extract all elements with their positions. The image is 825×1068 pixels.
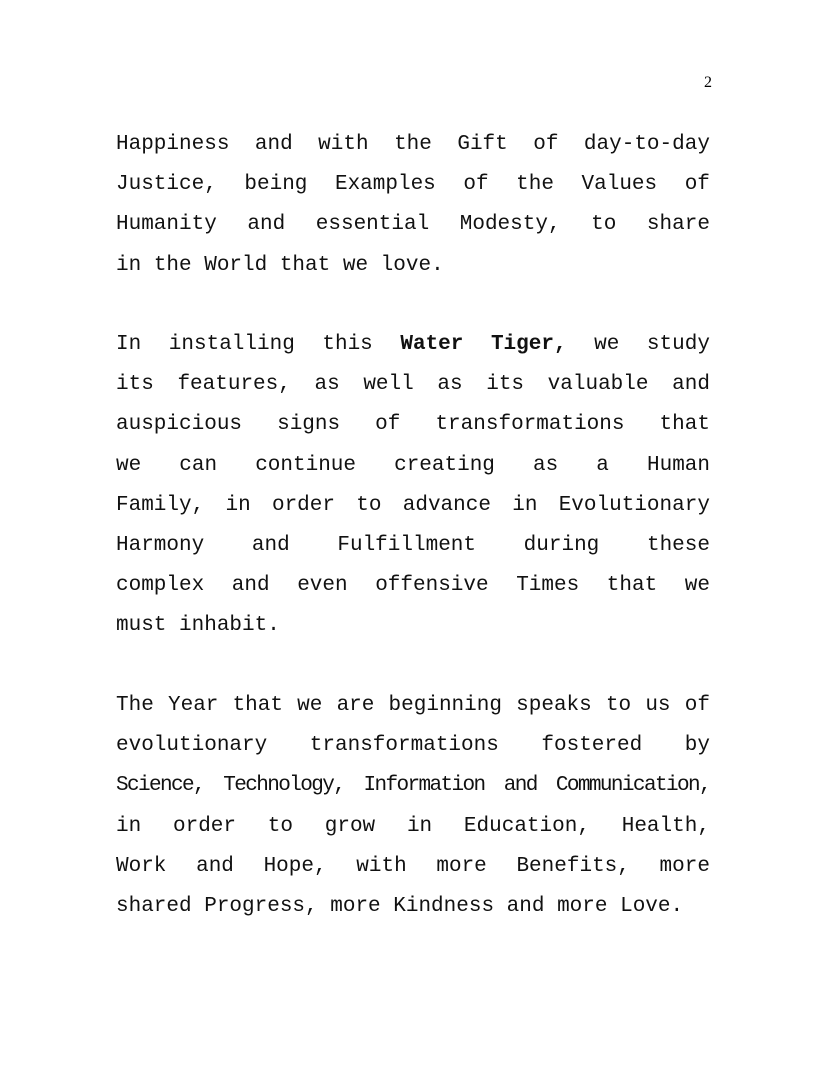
word: more [659, 854, 710, 878]
word: more [557, 894, 608, 918]
word: day-to-day [583, 133, 710, 156]
word: Happiness [116, 133, 230, 156]
word: we [297, 694, 323, 717]
word: offensive [375, 574, 489, 598]
word: in [512, 493, 538, 517]
word: and [503, 774, 537, 798]
word: auspicious [116, 413, 243, 437]
paragraph-1 [116, 125, 710, 286]
word: during [523, 533, 600, 557]
word: us [645, 694, 671, 717]
word: we [342, 253, 369, 277]
word: World [204, 253, 268, 277]
word: Humanity [116, 213, 217, 237]
word: as [533, 453, 559, 477]
word: and [196, 854, 234, 878]
word: and [231, 574, 270, 598]
paragraph-line [116, 405, 710, 445]
word: Communication, [555, 774, 710, 798]
word: this [322, 333, 373, 356]
paragraph-line [116, 165, 710, 205]
word: Harmony [116, 533, 205, 557]
paragraph-3 [116, 686, 710, 927]
word: Health, [621, 814, 710, 838]
word: and [254, 133, 293, 156]
word: grow [324, 814, 376, 838]
word: Justice, [116, 173, 217, 197]
word: to [591, 213, 617, 237]
paragraph-line [116, 125, 710, 165]
word: in [116, 253, 142, 277]
word: by [684, 734, 710, 758]
paragraph-line [116, 766, 710, 806]
word: Fulfillment [337, 533, 476, 557]
word: love. [380, 253, 444, 277]
word: in [116, 814, 142, 838]
word: Education, [463, 814, 590, 838]
word: we [684, 574, 710, 598]
word: of [684, 694, 710, 717]
word: installing [168, 333, 295, 356]
word: that [606, 574, 658, 598]
word: more [436, 854, 487, 878]
word: with [356, 854, 407, 878]
word: of [375, 413, 401, 437]
word: well [363, 373, 414, 397]
word: Examples [334, 173, 436, 197]
word: the [153, 253, 192, 277]
word: share [646, 213, 710, 237]
word: shared [116, 894, 192, 918]
word: Human [646, 453, 710, 477]
word: Work [116, 854, 167, 878]
word: the [516, 173, 554, 197]
word: being [244, 173, 308, 197]
word: of [533, 133, 559, 156]
word: fostered [541, 734, 643, 758]
paragraph-line [116, 526, 710, 566]
word: continue [255, 453, 357, 477]
word: Hope, [263, 854, 327, 878]
word: and [506, 894, 545, 918]
word: transformations [309, 734, 499, 758]
word: a [596, 453, 609, 477]
word: The [116, 694, 154, 717]
word: in [225, 493, 251, 517]
word: evolutionary [116, 734, 268, 758]
paragraph-line [116, 807, 710, 847]
word: and [672, 373, 710, 397]
word: and [251, 533, 290, 557]
paragraph-line [116, 686, 710, 726]
paragraph-2 [116, 325, 710, 647]
word: Science, [116, 774, 205, 798]
paragraph-line [116, 606, 710, 646]
word: even [297, 574, 348, 598]
word: must [116, 614, 167, 638]
word: Year [167, 694, 219, 717]
word: complex [116, 574, 205, 598]
word: we [594, 333, 620, 356]
word: features, [177, 373, 291, 397]
word: can [179, 453, 218, 477]
word: with [318, 133, 369, 156]
paragraph-line [116, 205, 710, 245]
word: Modesty, [459, 213, 561, 237]
word: are [336, 694, 375, 717]
word: creating [394, 453, 495, 477]
word: speaks [516, 694, 592, 717]
word: in [406, 814, 433, 838]
paragraph-line [116, 325, 710, 365]
paragraph-line [116, 486, 710, 526]
word: Evolutionary [558, 493, 710, 517]
word: inhabit. [179, 614, 280, 638]
word: that [659, 413, 710, 437]
word: as [437, 373, 463, 397]
word: to [267, 814, 293, 838]
word: valuable [547, 373, 649, 397]
word: to [605, 694, 632, 717]
paragraph-line [116, 446, 710, 486]
word: that [279, 253, 331, 277]
word: these [646, 533, 710, 557]
word: and [247, 213, 286, 237]
word: In [116, 333, 142, 356]
word: Times [516, 574, 580, 598]
word: that [232, 694, 283, 717]
word: Gift [457, 133, 508, 156]
page-number: 2 [704, 74, 712, 91]
word: Love. [620, 894, 684, 918]
paragraph-line [116, 365, 710, 405]
word: study [646, 333, 710, 356]
word: signs [277, 413, 341, 437]
word: we [116, 453, 142, 477]
word: more [330, 894, 381, 918]
word: advance [402, 493, 491, 517]
word: order [271, 493, 335, 517]
word: Values [581, 173, 658, 197]
emphasis-word: Tiger, [490, 333, 567, 356]
word: Benefits, [516, 854, 630, 878]
word: its [486, 373, 525, 397]
word: Technology, [223, 774, 345, 798]
word: transformations [435, 413, 625, 437]
word: as [314, 373, 340, 397]
paragraph-line [116, 726, 710, 766]
word: Information [363, 774, 485, 798]
word: its [116, 373, 154, 397]
paragraph-line [116, 246, 710, 286]
emphasis-word: Water [400, 333, 464, 356]
word: of [463, 173, 489, 197]
word: the [394, 133, 432, 156]
paragraph-line [116, 566, 710, 606]
word: beginning [388, 694, 502, 717]
word: Family, [116, 493, 205, 517]
word: Kindness [393, 894, 495, 918]
paragraph-line [116, 847, 710, 887]
word: order [172, 814, 236, 838]
word: Progress, [204, 894, 318, 918]
word: to [356, 493, 382, 517]
word: essential [315, 213, 430, 237]
word: of [684, 173, 710, 197]
paragraph-line [116, 887, 710, 927]
